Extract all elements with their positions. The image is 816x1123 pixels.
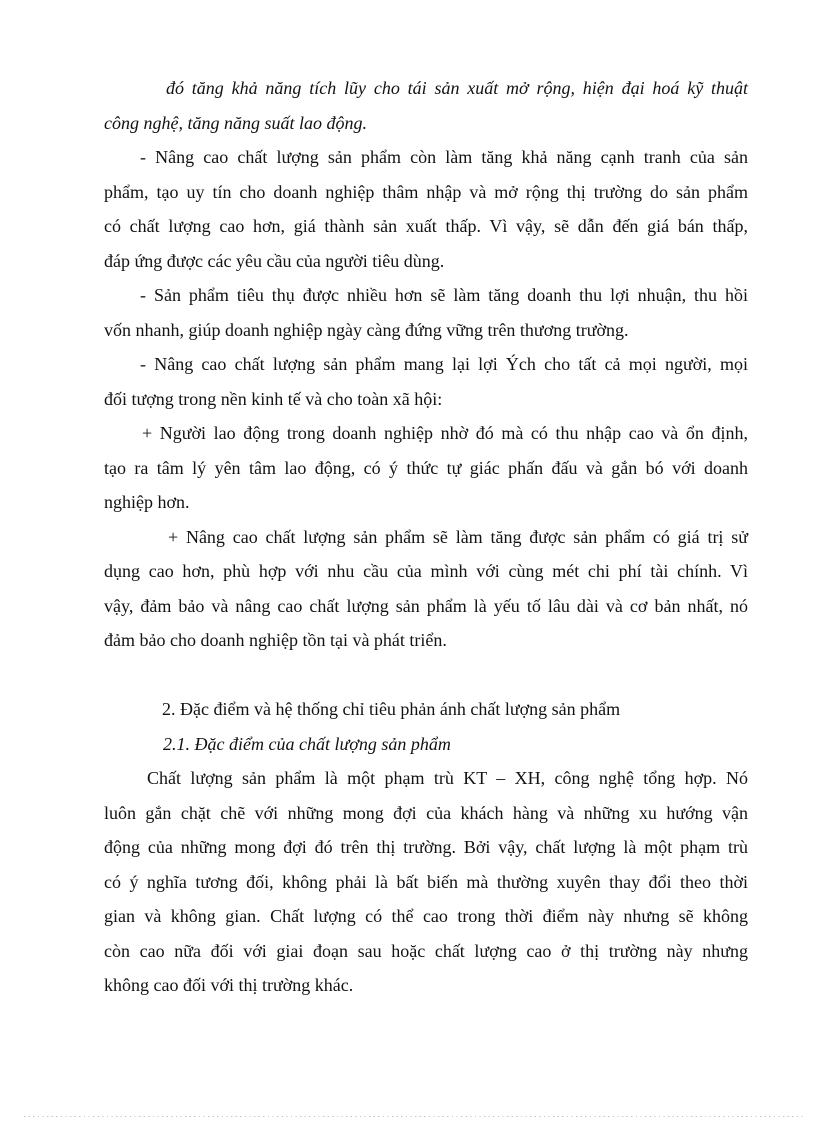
text-line: có chất lượng cao hơn, giá thành sản xuất thấp. Vì vậy, sẽ dẫn đến giá bán thấp, xyxy=(104,216,748,236)
text-line: Chất lượng sản phẩm là một phạm trù KT – XH, công nghệ tổng hợp. Nó xyxy=(147,768,748,788)
text-line: 2.1. Đặc điểm của chất lượng sản phẩm xyxy=(163,733,451,754)
para-revenue xyxy=(104,278,748,347)
text-line: - Nâng cao chất lượng sản phẩm mang lại lợi Ých cho tất cả mọi người, mọi xyxy=(140,354,748,374)
text-line: 2. Đặc điểm và hệ thống chỉ tiêu phản ánh chất lượng sản phẩm xyxy=(162,699,621,719)
text-line: - Nâng cao chất lượng sản phẩm còn làm tăng khả năng cạnh tranh của sản xyxy=(140,147,748,167)
text-line: phẩm, tạo uy tín cho doanh nghiệp thâm nhập và mở rộng thị trường do sản phẩm xyxy=(104,181,748,202)
text-line: nghiệp hơn. xyxy=(104,492,190,512)
footer-dotted-rule xyxy=(24,1116,806,1118)
section-heading-2 xyxy=(104,692,748,727)
para-benefit-all xyxy=(104,347,748,416)
text-line: công nghệ, tăng năng suất lao động. xyxy=(104,112,367,133)
para-worker-benefit xyxy=(104,416,748,520)
text-line: vốn nhanh, giúp doanh nghiệp ngày càng đứng vững trên thương trường. xyxy=(104,319,629,340)
document-body xyxy=(104,71,748,1003)
text-line: đó tăng khả năng tích lũy cho tái sản xuất mở rộng, hiện đại hoá kỹ thuật xyxy=(166,78,748,98)
text-line: luôn gắn chặt chẽ với những mong đợi của khách hàng và những xu hướng vận xyxy=(104,802,748,823)
text-line: không cao đối với thị trường khác. xyxy=(104,975,354,995)
text-line: - Sản phẩm tiêu thụ được nhiều hơn sẽ làm tăng doanh thu lợi nhuận, thu hồi xyxy=(140,285,748,305)
subsection-heading-2-1 xyxy=(104,727,748,762)
text-line: động của những mong đợi đó trên thị trường. Bởi vậy, chất lượng là một phạm trù xyxy=(104,837,748,857)
text-line: còn cao nữa đối với giai đoạn sau hoặc chất lượng cao ở thị trường này nhưng xyxy=(104,940,748,961)
para-competitiveness xyxy=(104,140,748,278)
para-value-increase xyxy=(104,520,748,658)
text-line: gian và không gian. Chất lượng có thể cao trong thời điểm này nhưng sẽ không xyxy=(104,906,748,926)
text-line: + Người lao động trong doanh nghiệp nhờ đó mà có thu nhập cao và ổn định, xyxy=(142,423,748,443)
text-line: đáp ứng được các yêu cầu của người tiêu dùng. xyxy=(104,250,445,271)
text-line: đối tượng trong nền kinh tế và cho toàn xã hội: xyxy=(104,388,443,409)
text-line: vậy, đảm bảo và nâng cao chất lượng sản phẩm là yếu tố lâu dài và cơ bản nhất, nó xyxy=(104,595,748,616)
para-carryover-italic xyxy=(104,71,748,140)
section-spacer xyxy=(104,658,748,693)
text-line: dụng cao hơn, phù hợp với nhu cầu của mình với cùng mét chi phí tài chính. Vì xyxy=(104,561,748,581)
text-line: + Nâng cao chất lượng sản phẩm sẽ làm tăng được sản phẩm có giá trị sử xyxy=(168,526,748,547)
text-line: đảm bảo cho doanh nghiệp tồn tại và phát triển. xyxy=(104,630,447,650)
text-line: tạo ra tâm lý yên tâm lao động, có ý thức tự giác phấn đấu và gắn bó với doanh xyxy=(104,457,748,478)
para-quality-characteristic xyxy=(104,761,748,1003)
text-line: có ý nghĩa tương đối, không phải là bất biến mà thường xuyên thay đổi theo thời xyxy=(104,871,748,892)
